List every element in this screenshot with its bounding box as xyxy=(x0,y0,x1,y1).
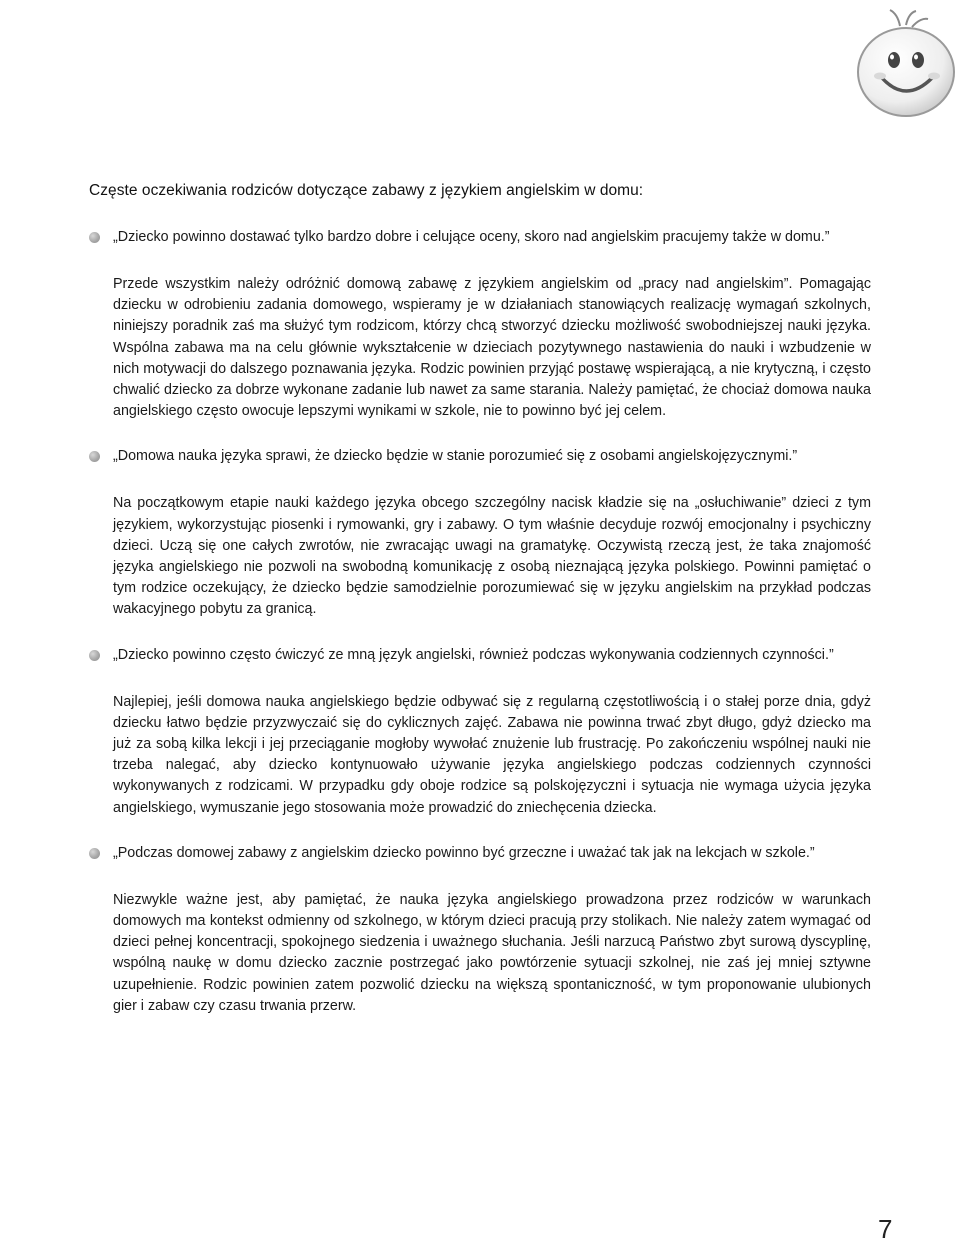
expectation-section-1 xyxy=(89,227,871,422)
explanation-paragraph: Przede wszystkim należy odróżnić domową zabawę z językiem angielskim od „pracy nad angielskim”. Pomagając dziecku w odrobieniu zadania domowego, wspieramy je w działaniach stanowiących realizację wymagań szkolnych, niniejszy poradnik zaś ma służyć tym rodzicom, którzy chcą stworzyć dziecku możliwość swobodniejszej nauki języka. Wspólna zabawa ma na celu głównie wykształcenie w dzieciach pozytywnego nastawienia do nauki i wzbudzenie w nich motywacji do dalszego poznawania języka. Rodzic powinien przyjąć postawę wspierającą, a nie krytyczną, i często chwalić dziecko za dobrze wykonane zadanie lub nawet za same starania. Należy pamiętać, że chociaż domowa nauka angielskiego często owocuje lepszymi wynikami w szkole, nie to powinno być jej celem. xyxy=(113,276,871,420)
expectation-quote xyxy=(89,645,871,666)
explanation-paragraph: Na początkowym etapie nauki każdego języka obcego szczególny nacisk kładzie się na „osłuchiwanie” dzieci z tym językiem, wykorzystując piosenki i rymowanki, gry i zabawy. O tym właśnie decyduje rozwój emocjonalny i psychiczny dzieci. Uczą się one całych zwrotów, nie zwracając uwagi na gramatykę. Oczywistą rzeczą jest, że taka znajomość języka angielskiego nie pozwoli na swobodną komunikację z osobą nieznającą języka polskiego. Powinni pamiętać o tym rodzice oczekujący, że dziecko będzie samodzielnie porozumiewać się w języku angielskim na przykład podczas wakacyjnego pobytu za granicą. xyxy=(113,495,871,618)
bullet-dot-icon xyxy=(89,232,100,243)
expectation-quote xyxy=(89,227,871,248)
expectation-section-3 xyxy=(89,645,871,819)
smiley-mascot-icon xyxy=(848,8,958,118)
expectation-quote-text: „Dziecko powinno dostawać tylko bardzo dobre i celujące oceny, skoro nad angielskim pracujemy także w domu.” xyxy=(113,229,830,245)
document-body xyxy=(89,182,871,1041)
expectation-quote-text: „Dziecko powinno często ćwiczyć ze mną język angielski, również podczas wykonywania codziennych czynności.” xyxy=(113,646,834,663)
page-number: 7 xyxy=(878,1214,893,1244)
expectation-quote-text: „Podczas domowej zabawy z angielskim dziecko powinno być grzeczne i uważać tak jak na lekcjach w szkole.” xyxy=(113,844,815,861)
expectation-quote xyxy=(89,446,871,467)
expectation-section-2 xyxy=(89,446,871,620)
bullet-dot-icon xyxy=(89,451,100,462)
explanation-paragraph: Niezwykle ważne jest, aby pamiętać, że nauka języka angielskiego prowadzona przez rodziców w warunkach domowych ma kontekst odmienny od szkolnego, w którym dzieci pracują przy stolikach. Nie należy zatem wymagać od dzieci pełnej koncentracji, spokojnego siedzenia i uważnego słuchania. Jeśli narzucą Państwo zbyt surową dyscyplinę, wspólną naukę w domu dziecko zacznie postrzegać jako powtórzenie sytuacji szkolnej, nie zaś jej mniej sztywne uzupełnienie. Rodzic powinien zatem pozwolić dziecku na większą spontaniczność, w tym proponowanie ulubionych gier i zabaw czy czasu trwania przerw. xyxy=(113,891,871,1014)
explanation-paragraph: Najlepiej, jeśli domowa nauka angielskiego będzie odbywać się z regularną częstotliwością i o stałej porze dnia, gdyż dziecku łatwo będzie przyzwyczaić się do cyklicznych zajęć. Zabawa nie powinna trwać zbyt długo, gdyż dziecko ma już za sobą kilka lekcji i jej przeciąganie mogłoby wywołać znużenie lub frustrację. Po zakończeniu wspólnej nauki nie trzeba nalegać, aby dziecko kontynuowało używanie języka angielskiego podczas codziennych czynności wykonywanych z rodzicami. W przypadku gdy oboje rodzice są polskojęzyczni i sytuacja nie wymaga użycia języka angielskiego, wymuszanie jego stosowania może prowadzić do zniechęcenia dziecka. xyxy=(113,693,871,816)
bullet-dot-icon xyxy=(89,848,100,859)
expectation-section-4 xyxy=(89,843,871,1017)
expectation-quote-text: „Domowa nauka języka sprawi, że dziecko będzie w stanie porozumieć się z osobami angielskojęzycznymi.” xyxy=(113,448,798,465)
bullet-dot-icon xyxy=(89,650,100,661)
expectation-quote xyxy=(89,843,871,864)
section-heading: Częste oczekiwania rodziców dotyczące zabawy z językiem angielskim w domu: xyxy=(89,182,644,199)
